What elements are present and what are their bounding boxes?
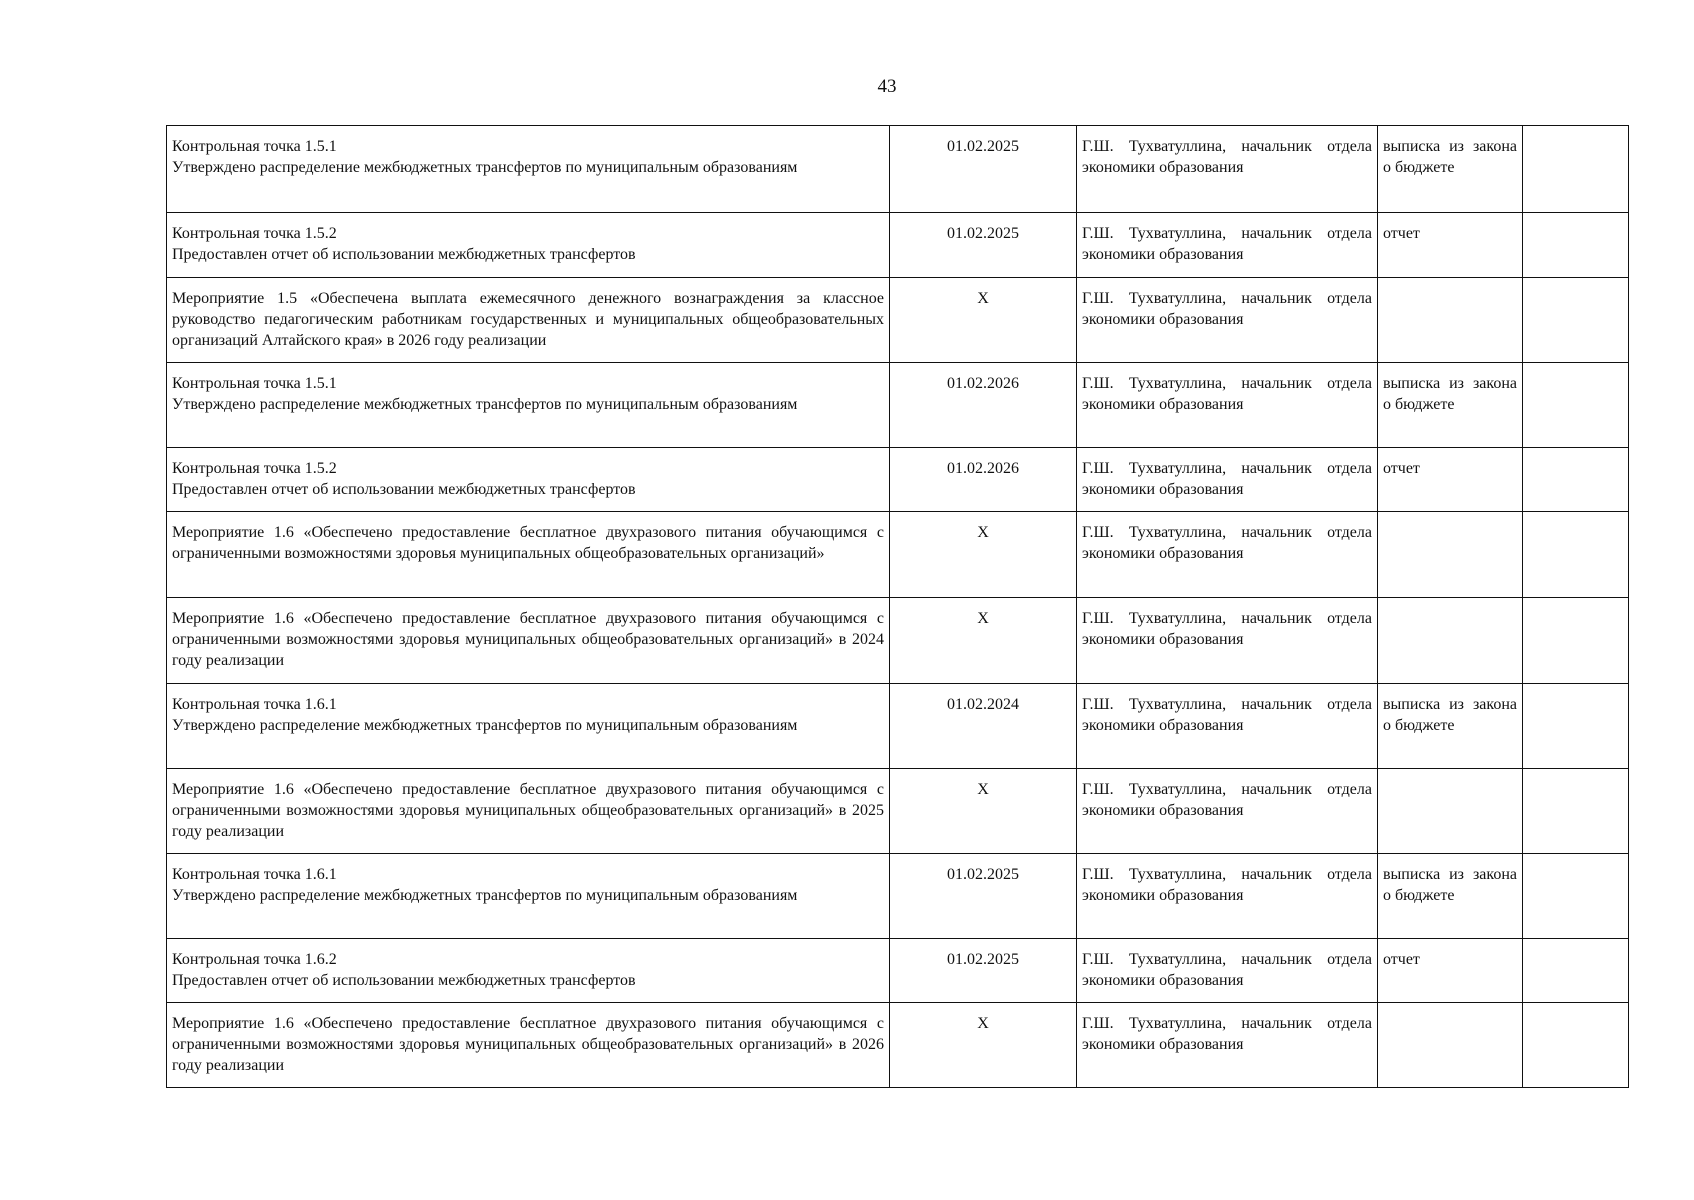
responsible-cell: Г.Ш. Тухватуллина, начальник отдела экономики образования	[1077, 126, 1378, 213]
item-description	[167, 684, 890, 769]
document-cell: выписка из закона о бюджете	[1378, 363, 1523, 448]
deadline-cell: 01.02.2025	[890, 939, 1077, 1003]
note-cell	[1523, 126, 1629, 213]
item-text: Утверждено распределение межбюджетных трансфертов по муниципальным образованиям	[172, 396, 798, 413]
deadline-cell: Х	[890, 1003, 1077, 1088]
item-description	[167, 512, 890, 598]
deadline-cell: 01.02.2025	[890, 213, 1077, 278]
responsible-cell: Г.Ш. Тухватуллина, начальник отдела экономики образования	[1077, 448, 1378, 512]
deadline-cell: 01.02.2025	[890, 126, 1077, 213]
item-title: Мероприятие 1.5 «Обеспечена выплата ежемесячного денежного вознаграждения за классное руководство педагогическим работникам государственных и муниципальных общеобразовательных организаций Алтайского края» в 2026 году реализации	[172, 290, 884, 349]
deadline-cell: 01.02.2026	[890, 363, 1077, 448]
responsible-cell: Г.Ш. Тухватуллина, начальник отдела экономики образования	[1077, 598, 1378, 684]
deadline-cell: 01.02.2024	[890, 684, 1077, 769]
responsible-cell: Г.Ш. Тухватуллина, начальник отдела экономики образования	[1077, 512, 1378, 598]
note-cell	[1523, 598, 1629, 684]
document-cell	[1378, 769, 1523, 854]
item-description	[167, 363, 890, 448]
deadline-cell: 01.02.2026	[890, 448, 1077, 512]
responsible-cell: Г.Ш. Тухватуллина, начальник отдела экономики образования	[1077, 769, 1378, 854]
item-description	[167, 854, 890, 939]
table-row	[167, 448, 1629, 512]
note-cell	[1523, 939, 1629, 1003]
document-cell: отчет	[1378, 213, 1523, 278]
document-cell: отчет	[1378, 448, 1523, 512]
responsible-cell: Г.Ш. Тухватуллина, начальник отдела экономики образования	[1077, 213, 1378, 278]
page-number: 43	[877, 76, 897, 97]
item-title: Мероприятие 1.6 «Обеспечено предоставление бесплатное двухразового питания обучающимся с ограниченными возможностями здоровья муниципальных общеобразовательных организаций» в 2024 году реализации	[172, 610, 884, 669]
document-cell	[1378, 1003, 1523, 1088]
table-row	[167, 939, 1629, 1003]
deadline-cell: Х	[890, 598, 1077, 684]
table-row	[167, 769, 1629, 854]
document-cell	[1378, 512, 1523, 598]
table-row	[167, 1003, 1629, 1088]
item-text: Предоставлен отчет об использовании межбюджетных трансфертов	[172, 246, 636, 263]
item-text: Предоставлен отчет об использовании межбюджетных трансфертов	[172, 972, 636, 989]
responsible-cell: Г.Ш. Тухватуллина, начальник отдела экономики образования	[1077, 363, 1378, 448]
document-cell	[1378, 278, 1523, 363]
note-cell	[1523, 512, 1629, 598]
item-text: Утверждено распределение межбюджетных трансфертов по муниципальным образованиям	[172, 887, 798, 904]
deadline-cell: Х	[890, 278, 1077, 363]
document-cell: выписка из закона о бюджете	[1378, 684, 1523, 769]
item-title: Мероприятие 1.6 «Обеспечено предоставление бесплатное двухразового питания обучающимся с ограниченными возможностями здоровья муниципальных общеобразовательных организаций» в 2026 году реализации	[172, 1015, 884, 1074]
item-title: Контрольная точка 1.5.1	[172, 375, 337, 392]
note-cell	[1523, 1003, 1629, 1088]
note-cell	[1523, 278, 1629, 363]
responsible-cell: Г.Ш. Тухватуллина, начальник отдела экономики образования	[1077, 939, 1378, 1003]
document-cell: выписка из закона о бюджете	[1378, 126, 1523, 213]
note-cell	[1523, 854, 1629, 939]
deadline-cell: Х	[890, 769, 1077, 854]
plan-table-body	[167, 126, 1629, 1088]
item-title: Мероприятие 1.6 «Обеспечено предоставление бесплатное двухразового питания обучающимся с ограниченными возможностями здоровья муниципальных общеобразовательных организаций» в 2025 году реализации	[172, 781, 884, 840]
item-description	[167, 278, 890, 363]
note-cell	[1523, 213, 1629, 278]
table-row	[167, 126, 1629, 213]
item-description	[167, 1003, 890, 1088]
note-cell	[1523, 363, 1629, 448]
item-text: Предоставлен отчет об использовании межбюджетных трансфертов	[172, 481, 636, 498]
item-title: Контрольная точка 1.6.1	[172, 696, 337, 713]
table-row	[167, 213, 1629, 278]
item-title: Мероприятие 1.6 «Обеспечено предоставление бесплатное двухразового питания обучающимся с ограниченными возможностями здоровья муниципальных общеобразовательных организаций»	[172, 524, 884, 562]
item-description	[167, 126, 890, 213]
note-cell	[1523, 684, 1629, 769]
deadline-cell: Х	[890, 512, 1077, 598]
responsible-cell: Г.Ш. Тухватуллина, начальник отдела экономики образования	[1077, 1003, 1378, 1088]
item-title: Контрольная точка 1.5.2	[172, 225, 337, 242]
item-title: Контрольная точка 1.5.2	[172, 460, 337, 477]
item-text: Утверждено распределение межбюджетных трансфертов по муниципальным образованиям	[172, 717, 798, 734]
item-description	[167, 939, 890, 1003]
item-title: Контрольная точка 1.5.1	[172, 138, 337, 155]
document-cell	[1378, 598, 1523, 684]
item-description	[167, 598, 890, 684]
note-cell	[1523, 448, 1629, 512]
document-cell: отчет	[1378, 939, 1523, 1003]
note-cell	[1523, 769, 1629, 854]
table-row	[167, 278, 1629, 363]
deadline-cell: 01.02.2025	[890, 854, 1077, 939]
item-description	[167, 213, 890, 278]
document-cell: выписка из закона о бюджете	[1378, 854, 1523, 939]
item-description	[167, 448, 890, 512]
table-row	[167, 684, 1629, 769]
item-title: Контрольная точка 1.6.1	[172, 866, 337, 883]
table-row	[167, 363, 1629, 448]
table-row	[167, 854, 1629, 939]
table-row	[167, 512, 1629, 598]
responsible-cell: Г.Ш. Тухватуллина, начальник отдела экономики образования	[1077, 278, 1378, 363]
item-text: Утверждено распределение межбюджетных трансфертов по муниципальным образованиям	[172, 159, 798, 176]
item-title: Контрольная точка 1.6.2	[172, 951, 337, 968]
table-row	[167, 598, 1629, 684]
responsible-cell: Г.Ш. Тухватуллина, начальник отдела экономики образования	[1077, 854, 1378, 939]
item-description	[167, 769, 890, 854]
plan-table	[166, 125, 1629, 1088]
responsible-cell: Г.Ш. Тухватуллина, начальник отдела экономики образования	[1077, 684, 1378, 769]
